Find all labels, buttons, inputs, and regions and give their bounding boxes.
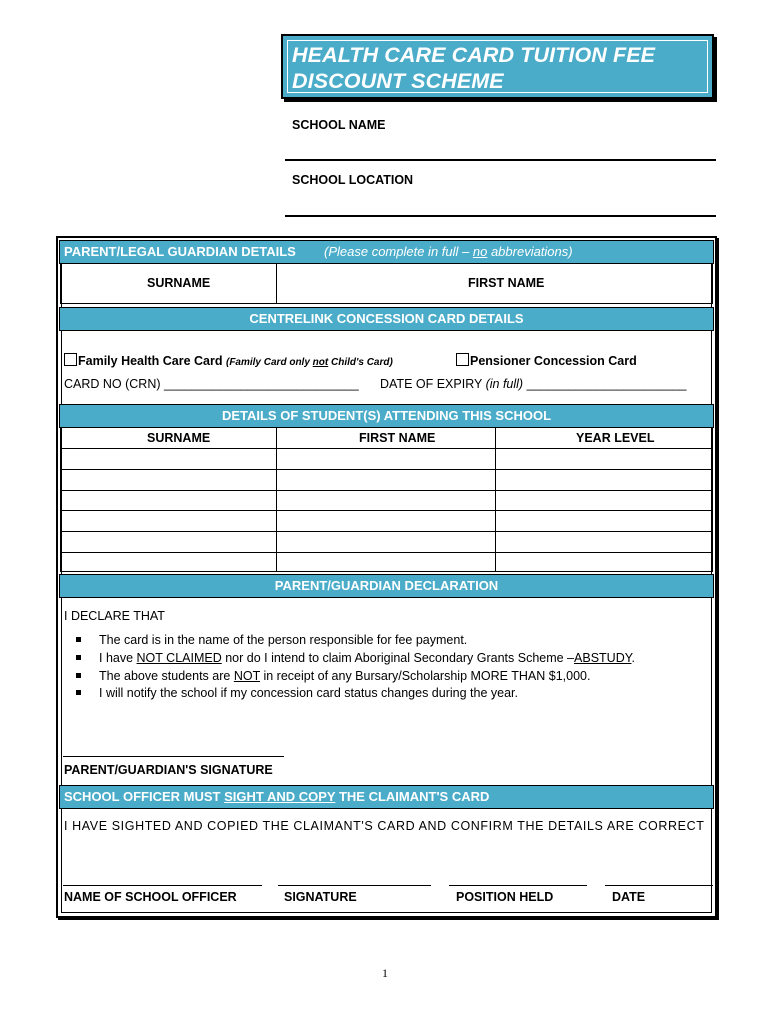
officer-heading-a: SCHOOL OFFICER MUST <box>64 789 225 804</box>
table-row[interactable] <box>60 552 713 553</box>
centrelink-heading: CENTRELINK CONCESSION CARD DETAILS <box>60 308 713 330</box>
decl-2-c: . <box>631 651 635 665</box>
bullet-icon <box>76 690 81 695</box>
declaration-intro: I DECLARE THAT <box>64 609 165 623</box>
guardian-hint-no: no <box>472 244 488 259</box>
officer-position-label: POSITION HELD <box>456 890 554 904</box>
guardian-hint <box>324 241 573 263</box>
declaration-item-3 <box>99 669 590 683</box>
students-heading: DETAILS OF STUDENT(S) ATTENDING THIS SCHOOL <box>60 405 713 427</box>
table-row[interactable] <box>60 510 713 511</box>
pensioner-card-option[interactable] <box>456 353 637 368</box>
card-number-field[interactable]: CARD NO (CRN) ____________________________ <box>64 377 359 391</box>
officer-heading-b: THE CLAIMANT'S CARD <box>335 789 490 804</box>
school-name-label: SCHOOL NAME <box>292 118 386 132</box>
guardian-hint-b: abbreviations) <box>487 244 573 259</box>
students-year-level-header: YEAR LEVEL <box>576 431 655 445</box>
school-location-label: SCHOOL LOCATION <box>292 173 414 187</box>
decl-2-a: I have <box>99 651 137 665</box>
officer-date-line[interactable] <box>605 885 713 886</box>
bullet-icon <box>76 673 81 678</box>
bullet-icon <box>76 655 81 660</box>
family-note-b: Child's Card) <box>328 357 393 368</box>
officer-date-label: DATE <box>612 890 646 904</box>
expiry-line: _______________________ <box>523 377 687 391</box>
decl-3-a: The above students are <box>99 669 234 683</box>
officer-statement: I HAVE SIGHTED AND COPIED THE CLAIMANT'S CARD AND CONFIRM THE DETAILS ARE CORRECT <box>64 819 705 833</box>
family-note-not: not <box>312 357 329 368</box>
guardian-heading: PARENT/LEGAL GUARDIAN DETAILS <box>64 244 296 259</box>
pensioner-card-label: Pensioner Concession Card <box>470 354 637 368</box>
officer-signature-line[interactable] <box>278 885 431 886</box>
family-note-a: (Family Card only <box>225 357 313 368</box>
school-name-line[interactable] <box>285 159 716 161</box>
pensioner-card-checkbox[interactable] <box>456 353 469 366</box>
guardian-first-name-label: FIRST NAME <box>468 276 545 290</box>
students-first-name-header: FIRST NAME <box>359 431 436 445</box>
page-title: HEALTH CARE CARD TUITION FEE DISCOUNT SCHEME <box>292 43 656 93</box>
decl-2-not-claimed: NOT CLAIMED <box>136 651 222 665</box>
guardian-divider <box>276 263 277 304</box>
expiry-date-field[interactable] <box>380 377 686 391</box>
officer-heading-bar <box>60 786 713 808</box>
officer-heading-sight: SIGHT AND COPY <box>224 789 336 804</box>
table-row[interactable] <box>60 531 713 532</box>
page-number: 1 <box>382 966 388 980</box>
family-card-note <box>226 357 393 368</box>
school-location-line[interactable] <box>285 215 716 217</box>
family-card-checkbox[interactable] <box>64 353 77 366</box>
family-card-label: Family Health Care Card <box>78 354 223 368</box>
decl-2-b: nor do I intend to claim Aboriginal Secondary Grants Scheme – <box>221 651 575 665</box>
officer-heading <box>64 786 489 808</box>
decl-2-abstudy: ABSTUDY <box>574 651 632 665</box>
declaration-item-2 <box>99 651 635 665</box>
officer-name-line[interactable] <box>63 885 262 886</box>
officer-position-line[interactable] <box>449 885 587 886</box>
students-surname-header: SURNAME <box>147 431 211 445</box>
bullet-icon <box>76 637 81 642</box>
decl-3-b: in receipt of any Bursary/Scholarship MORE THAN $1,000. <box>259 669 591 683</box>
table-row[interactable] <box>60 469 713 470</box>
officer-name-label: NAME OF SCHOOL OFFICER <box>64 890 237 904</box>
declaration-item-4: I will notify the school if my concession card status changes during the year. <box>99 686 518 700</box>
guardian-heading-bar <box>60 241 713 263</box>
decl-3-not: NOT <box>233 669 260 683</box>
officer-signature-label: SIGNATURE <box>284 890 357 904</box>
guardian-surname-label: SURNAME <box>147 276 211 290</box>
expiry-label: DATE OF EXPIRY <box>380 377 486 391</box>
expiry-hint: (in full) <box>485 377 524 391</box>
guardian-hint-a: (Please complete in full – <box>324 244 473 259</box>
table-row[interactable] <box>60 448 713 449</box>
family-card-option[interactable] <box>64 353 393 368</box>
title-box <box>281 34 714 99</box>
guardian-signature-label: PARENT/GUARDIAN'S SIGNATURE <box>64 763 273 777</box>
table-row[interactable] <box>60 490 713 491</box>
guardian-signature-line[interactable] <box>63 756 284 757</box>
declaration-heading: PARENT/GUARDIAN DECLARATION <box>60 575 713 597</box>
declaration-item-1: The card is in the name of the person responsible for fee payment. <box>99 633 468 647</box>
